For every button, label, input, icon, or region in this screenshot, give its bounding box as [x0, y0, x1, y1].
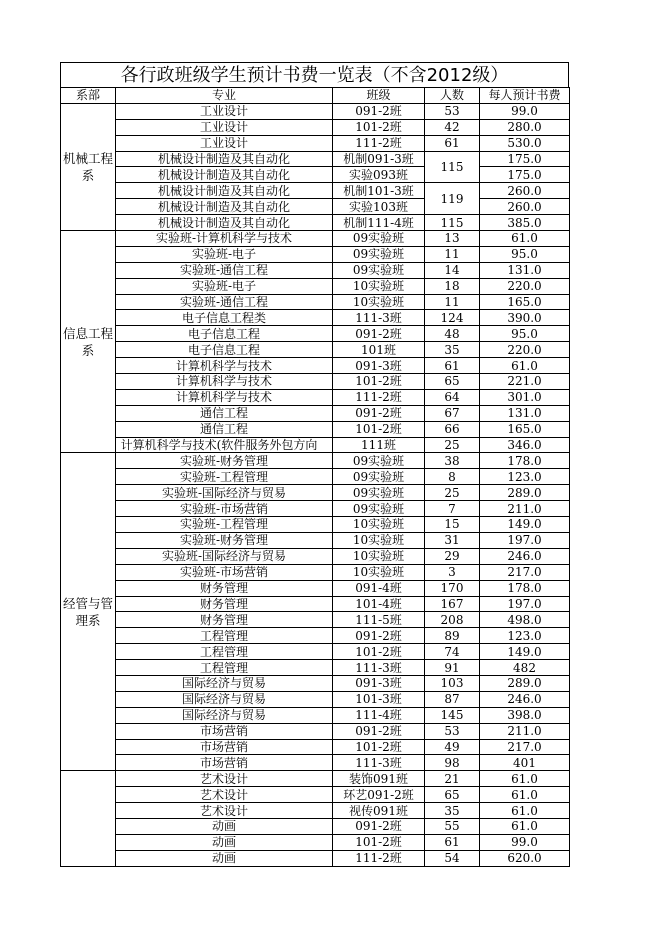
table-row	[61, 723, 570, 739]
fee-cell: 95.0	[480, 246, 570, 262]
class-cell: 环艺091-2班	[333, 787, 425, 803]
major-cell: 实验班-财务管理	[116, 453, 333, 469]
fee-cell: 289.0	[480, 485, 570, 501]
table-row	[61, 596, 570, 612]
class-cell: 视传091班	[333, 803, 425, 819]
dept-cell: 经管与管理系	[61, 453, 116, 771]
major-cell: 实验班-国际经济与贸易	[116, 548, 333, 564]
table-row	[61, 818, 570, 834]
count-cell: 38	[425, 453, 480, 469]
table-row	[61, 278, 570, 294]
class-cell: 091-2班	[333, 405, 425, 421]
table-row	[61, 501, 570, 517]
class-cell: 实验103班	[333, 199, 425, 215]
major-cell: 实验班-通信工程	[116, 294, 333, 310]
major-cell: 工业设计	[116, 119, 333, 135]
major-cell: 通信工程	[116, 421, 333, 437]
count-cell: 145	[425, 707, 480, 723]
class-cell: 09实验班	[333, 501, 425, 517]
fee-cell: 197.0	[480, 532, 570, 548]
table-row	[61, 199, 570, 215]
count-cell: 42	[425, 119, 480, 135]
major-cell: 工业设计	[116, 135, 333, 151]
major-cell: 财务管理	[116, 580, 333, 596]
count-cell: 115	[425, 215, 480, 231]
count-cell: 31	[425, 532, 480, 548]
count-cell: 21	[425, 771, 480, 787]
count-cell: 64	[425, 389, 480, 405]
table-row	[61, 580, 570, 596]
fee-cell: 131.0	[480, 262, 570, 278]
header-major: 专业	[116, 88, 333, 104]
fee-cell: 289.0	[480, 675, 570, 691]
fee-cell: 346.0	[480, 437, 570, 453]
fee-cell: 123.0	[480, 628, 570, 644]
table-row	[61, 628, 570, 644]
major-cell: 电子信息工程	[116, 326, 333, 342]
fee-table	[60, 87, 570, 867]
major-cell: 实验班-电子	[116, 278, 333, 294]
class-cell: 10实验班	[333, 278, 425, 294]
major-cell	[116, 437, 333, 453]
major-cell: 市场营销	[116, 723, 333, 739]
class-cell: 101-2班	[333, 834, 425, 850]
major-cell: 动画	[116, 834, 333, 850]
major-cell: 国际经济与贸易	[116, 691, 333, 707]
major-cell: 实验班-电子	[116, 246, 333, 262]
count-cell: 48	[425, 326, 480, 342]
header-row	[61, 88, 570, 104]
class-cell: 09实验班	[333, 262, 425, 278]
table-row	[61, 707, 570, 723]
count-cell: 29	[425, 548, 480, 564]
major-cell: 艺术设计	[116, 787, 333, 803]
major-cell: 实验班-财务管理	[116, 532, 333, 548]
header-count: 人数	[425, 88, 480, 104]
class-cell: 091-4班	[333, 580, 425, 596]
fee-cell: 217.0	[480, 739, 570, 755]
major-cell: 艺术设计	[116, 771, 333, 787]
fee-cell: 498.0	[480, 612, 570, 628]
table-row	[61, 231, 570, 247]
major-cell: 财务管理	[116, 612, 333, 628]
class-cell: 091-3班	[333, 675, 425, 691]
table-row	[61, 215, 570, 231]
class-cell: 101-2班	[333, 644, 425, 660]
major-cell: 艺术设计	[116, 803, 333, 819]
major-cell: 动画	[116, 818, 333, 834]
fee-cell: 99.0	[480, 834, 570, 850]
table-row	[61, 675, 570, 691]
count-cell: 49	[425, 739, 480, 755]
major-cell: 实验班-工程管理	[116, 469, 333, 485]
table-row	[61, 374, 570, 390]
count-cell: 98	[425, 755, 480, 771]
major-cell: 实验班-计算机科学与技术	[116, 231, 333, 247]
table-row	[61, 135, 570, 151]
count-cell: 119	[425, 183, 480, 215]
table-row	[61, 691, 570, 707]
count-cell: 124	[425, 310, 480, 326]
major-cell: 国际经济与贸易	[116, 707, 333, 723]
table-row	[61, 437, 570, 453]
count-cell: 55	[425, 818, 480, 834]
class-cell: 111-2班	[333, 135, 425, 151]
fee-cell: 401	[480, 755, 570, 771]
fee-cell: 280.0	[480, 119, 570, 135]
count-cell: 61	[425, 135, 480, 151]
table-row	[61, 834, 570, 850]
class-cell: 111-3班	[333, 755, 425, 771]
class-cell: 111-2班	[333, 389, 425, 405]
count-cell: 35	[425, 342, 480, 358]
count-cell: 208	[425, 612, 480, 628]
count-cell: 74	[425, 644, 480, 660]
table-row	[61, 310, 570, 326]
table-row	[61, 262, 570, 278]
count-cell: 61	[425, 834, 480, 850]
count-cell: 11	[425, 294, 480, 310]
class-cell: 机制111-4班	[333, 215, 425, 231]
major-cell: 市场营销	[116, 739, 333, 755]
class-cell: 111-5班	[333, 612, 425, 628]
count-cell: 7	[425, 501, 480, 517]
fee-cell: 175.0	[480, 151, 570, 167]
fee-cell: 61.0	[480, 771, 570, 787]
fee-cell: 61.0	[480, 358, 570, 374]
class-cell: 091-2班	[333, 723, 425, 739]
fee-cell: 211.0	[480, 501, 570, 517]
fee-cell: 95.0	[480, 326, 570, 342]
table-row	[61, 485, 570, 501]
major-cell: 机械设计制造及其自动化	[116, 215, 333, 231]
count-cell: 53	[425, 723, 480, 739]
table-row	[61, 532, 570, 548]
fee-cell: 165.0	[480, 294, 570, 310]
table-row	[61, 755, 570, 771]
major-cell: 动画	[116, 850, 333, 866]
major-cell: 实验班-国际经济与贸易	[116, 485, 333, 501]
class-cell: 091-3班	[333, 358, 425, 374]
class-cell: 091-2班	[333, 103, 425, 119]
count-cell: 53	[425, 103, 480, 119]
major-cell: 机械设计制造及其自动化	[116, 183, 333, 199]
class-cell: 101-2班	[333, 119, 425, 135]
fee-cell: 217.0	[480, 564, 570, 580]
fee-cell: 220.0	[480, 278, 570, 294]
dept-cell: 机械工程系	[61, 103, 116, 230]
count-cell: 54	[425, 850, 480, 866]
class-cell: 111-4班	[333, 707, 425, 723]
class-cell: 装饰091班	[333, 771, 425, 787]
class-cell: 111-3班	[333, 660, 425, 676]
fee-cell: 246.0	[480, 691, 570, 707]
fee-cell: 99.0	[480, 103, 570, 119]
fee-cell: 197.0	[480, 596, 570, 612]
fee-cell: 61.0	[480, 803, 570, 819]
class-cell: 10实验班	[333, 532, 425, 548]
class-cell: 09实验班	[333, 485, 425, 501]
major-cell: 实验班-工程管理	[116, 517, 333, 533]
major-cell: 实验班-通信工程	[116, 262, 333, 278]
class-cell: 09实验班	[333, 453, 425, 469]
count-cell: 115	[425, 151, 480, 183]
class-cell: 10实验班	[333, 294, 425, 310]
table-row	[61, 644, 570, 660]
major-cell: 财务管理	[116, 596, 333, 612]
header-dept: 系部	[61, 88, 116, 104]
sheet-title: 各行政班级学生预计书费一览表（不含2012级）	[60, 62, 569, 88]
major-cell: 通信工程	[116, 405, 333, 421]
table-row	[61, 803, 570, 819]
major-text: 计算机科学与技术(软件服务外包方向	[120, 438, 318, 453]
fee-cell: 123.0	[480, 469, 570, 485]
fee-cell: 220.0	[480, 342, 570, 358]
fee-cell: 211.0	[480, 723, 570, 739]
count-cell: 18	[425, 278, 480, 294]
major-cell: 工程管理	[116, 660, 333, 676]
count-cell: 25	[425, 485, 480, 501]
table-row	[61, 850, 570, 866]
table-row	[61, 326, 570, 342]
fee-cell: 260.0	[480, 183, 570, 199]
table-row	[61, 358, 570, 374]
count-cell: 170	[425, 580, 480, 596]
count-cell: 11	[425, 246, 480, 262]
major-cell: 实验班-市场营销	[116, 564, 333, 580]
table-row	[61, 103, 570, 119]
class-cell: 09实验班	[333, 246, 425, 262]
fee-cell: 149.0	[480, 644, 570, 660]
table-row	[61, 469, 570, 485]
major-cell: 实验班-市场营销	[116, 501, 333, 517]
table-row	[61, 739, 570, 755]
count-cell: 66	[425, 421, 480, 437]
class-cell: 09实验班	[333, 231, 425, 247]
major-cell: 国际经济与贸易	[116, 675, 333, 691]
table-row	[61, 294, 570, 310]
table-row	[61, 453, 570, 469]
class-cell: 10实验班	[333, 548, 425, 564]
table-row	[61, 517, 570, 533]
fee-cell: 165.0	[480, 421, 570, 437]
table-row	[61, 787, 570, 803]
table-row	[61, 389, 570, 405]
major-cell: 工程管理	[116, 628, 333, 644]
table-row	[61, 660, 570, 676]
class-cell: 101-2班	[333, 421, 425, 437]
fee-cell: 260.0	[480, 199, 570, 215]
fee-cell: 385.0	[480, 215, 570, 231]
count-cell: 61	[425, 358, 480, 374]
fee-cell: 61.0	[480, 231, 570, 247]
fee-cell: 178.0	[480, 453, 570, 469]
class-cell: 101-2班	[333, 739, 425, 755]
major-cell: 计算机科学与技术	[116, 389, 333, 405]
fee-cell: 530.0	[480, 135, 570, 151]
count-cell: 3	[425, 564, 480, 580]
count-cell: 65	[425, 787, 480, 803]
table-row	[61, 246, 570, 262]
class-cell: 09实验班	[333, 469, 425, 485]
class-cell: 101-2班	[333, 374, 425, 390]
table-row	[61, 421, 570, 437]
header-fee: 每人预计书费	[480, 88, 570, 104]
dept-cell: 信息工程系	[61, 231, 116, 453]
fee-cell: 398.0	[480, 707, 570, 723]
table-row	[61, 342, 570, 358]
count-cell: 8	[425, 469, 480, 485]
fee-cell: 482	[480, 660, 570, 676]
table-row	[61, 548, 570, 564]
count-cell: 15	[425, 517, 480, 533]
count-cell: 67	[425, 405, 480, 421]
fee-cell: 61.0	[480, 787, 570, 803]
major-cell: 工程管理	[116, 644, 333, 660]
table-row	[61, 771, 570, 787]
count-cell: 87	[425, 691, 480, 707]
class-cell: 机制091-3班	[333, 151, 425, 167]
table-row	[61, 119, 570, 135]
major-cell: 计算机科学与技术	[116, 358, 333, 374]
dept-cell	[61, 771, 116, 866]
table-row	[61, 183, 570, 199]
major-cell: 计算机科学与技术	[116, 374, 333, 390]
table-row	[61, 151, 570, 167]
major-cell: 机械设计制造及其自动化	[116, 199, 333, 215]
fee-cell: 390.0	[480, 310, 570, 326]
fee-cell: 149.0	[480, 517, 570, 533]
count-cell: 89	[425, 628, 480, 644]
count-cell: 14	[425, 262, 480, 278]
fee-cell: 221.0	[480, 374, 570, 390]
count-cell: 91	[425, 660, 480, 676]
class-cell: 101-3班	[333, 691, 425, 707]
header-class: 班级	[333, 88, 425, 104]
table-row	[61, 612, 570, 628]
fee-cell: 178.0	[480, 580, 570, 596]
fee-cell: 61.0	[480, 818, 570, 834]
class-cell: 机制101-3班	[333, 183, 425, 199]
table-row	[61, 564, 570, 580]
class-cell: 101班	[333, 342, 425, 358]
count-cell: 167	[425, 596, 480, 612]
major-cell: 机械设计制造及其自动化	[116, 151, 333, 167]
class-cell: 111班	[333, 437, 425, 453]
fee-cell: 620.0	[480, 850, 570, 866]
count-cell: 25	[425, 437, 480, 453]
class-cell: 111-3班	[333, 310, 425, 326]
class-cell: 实验093班	[333, 167, 425, 183]
table-row	[61, 167, 570, 183]
count-cell: 65	[425, 374, 480, 390]
table-row	[61, 405, 570, 421]
fee-cell: 131.0	[480, 405, 570, 421]
major-cell: 机械设计制造及其自动化	[116, 167, 333, 183]
class-cell: 091-2班	[333, 818, 425, 834]
class-cell: 091-2班	[333, 326, 425, 342]
count-cell: 13	[425, 231, 480, 247]
count-cell: 35	[425, 803, 480, 819]
class-cell: 101-4班	[333, 596, 425, 612]
count-cell: 103	[425, 675, 480, 691]
major-cell: 电子信息工程	[116, 342, 333, 358]
major-cell: 工业设计	[116, 103, 333, 119]
fee-cell: 246.0	[480, 548, 570, 564]
class-cell: 10实验班	[333, 517, 425, 533]
class-cell: 111-2班	[333, 850, 425, 866]
major-cell: 市场营销	[116, 755, 333, 771]
class-cell: 091-2班	[333, 628, 425, 644]
class-cell: 10实验班	[333, 564, 425, 580]
fee-cell: 301.0	[480, 389, 570, 405]
major-cell: 电子信息工程类	[116, 310, 333, 326]
fee-cell: 175.0	[480, 167, 570, 183]
